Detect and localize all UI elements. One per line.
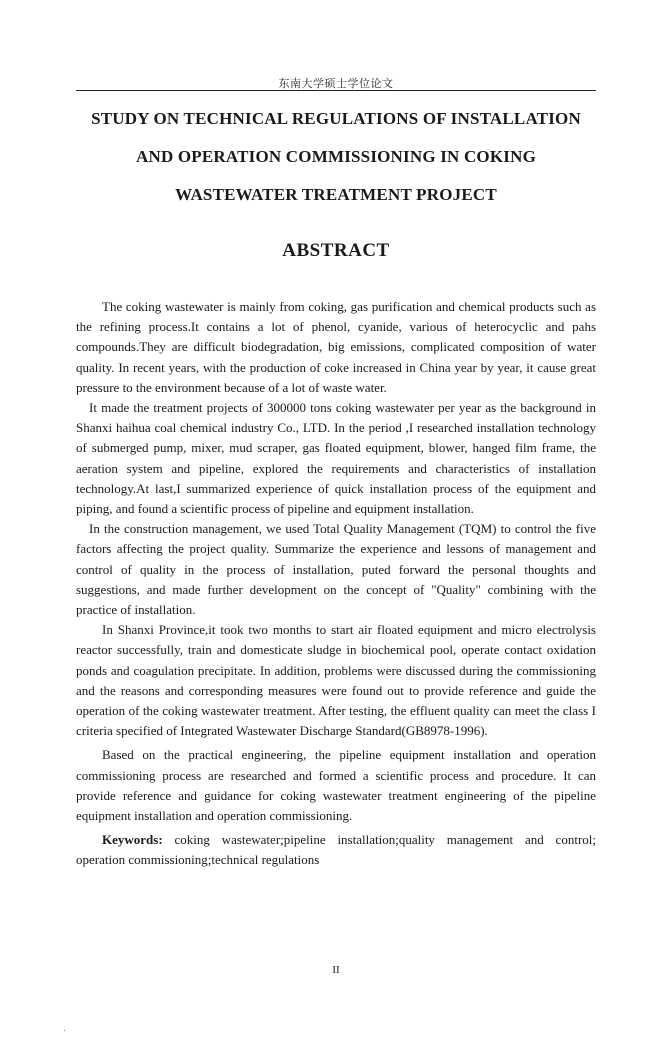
title-line-1: STUDY ON TECHNICAL REGULATIONS OF INSTALLATION <box>91 109 581 128</box>
abstract-paragraph-5: Based on the practical engineering, the pipeline equipment installation and operation commissioning process are researched and formed a scientific process and procedure. It can provide reference and guidance for coking wastewater treatment engineering of the pipeline equipment installation and operation commissioning. <box>76 747 596 824</box>
abstract-paragraph-2: It made the treatment projects of 300000 tons coking wastewater per year as the background in Shanxi haihua coal chemical industry Co., LTD. In the period ,I researched installation technology of submerged pump, mixer, mud scraper, gas floated equipment, blower, hanged film frame, the aeration system and pipeline, explored the requirements and characteristics of installation technology.At last,I summarized experience of quick installation process of the equipment and piping, and found a scientific process of pipeline and equipment installation. <box>76 400 596 517</box>
page-number: II <box>332 964 340 976</box>
abstract-body <box>76 297 596 871</box>
keywords-text: coking wastewater;pipeline installation;quality management and control; operation commissioning;technical regulations <box>76 832 596 868</box>
keywords-label: Keywords: <box>102 832 163 848</box>
title-line-3: WASTEWATER TREATMENT PROJECT <box>175 185 497 204</box>
keywords-line <box>76 830 596 870</box>
abstract-paragraph-3: In the construction management, we used Total Quality Management (TQM) to control the five factors affecting the project quality. Summarize the experience and lessons of management and control of quality in the process of installation, puted forward the personal thoughts and suggestions, and made further development on the concept of "Quality" combining with the practice of installation. <box>76 521 596 618</box>
title-line-2: AND OPERATION COMMISSIONING IN COKING <box>135 147 536 166</box>
running-header: 东南大学硕士学位论文 <box>278 78 394 90</box>
abstract-paragraph-4: In Shanxi Province,it took two months to start air floated equipment and micro electrolysis reactor successfully, train and domesticate sludge in biochemical pool, operate contact oxidation ponds and coagulation precipitate. In addition, problems were discussed during the commissioning and the reasons and corresponding measures were found out to provide reference and guide the operation of the coking wastewater treatment. After testing, the effluent quality can meet the class I criteria specified of Integrated Wastewater Discharge Standard(GB8978-1996). <box>76 622 596 739</box>
header-rule <box>76 90 596 91</box>
thesis-title <box>60 100 612 214</box>
scan-speck <box>64 1030 65 1031</box>
abstract-heading: ABSTRACT <box>282 240 390 261</box>
abstract-paragraph-1: The coking wastewater is mainly from coking, gas purification and chemical products such as the refining process.It contains a lot of phenol, cyanide, various of heterocyclic and pahs compounds.They are difficult biodegradation, big emissions, complicated composition of water quality. In recent years, with the production of coke increased in China year by year, it cause great pressure to the environment because of a lot of waste water. <box>76 299 596 395</box>
